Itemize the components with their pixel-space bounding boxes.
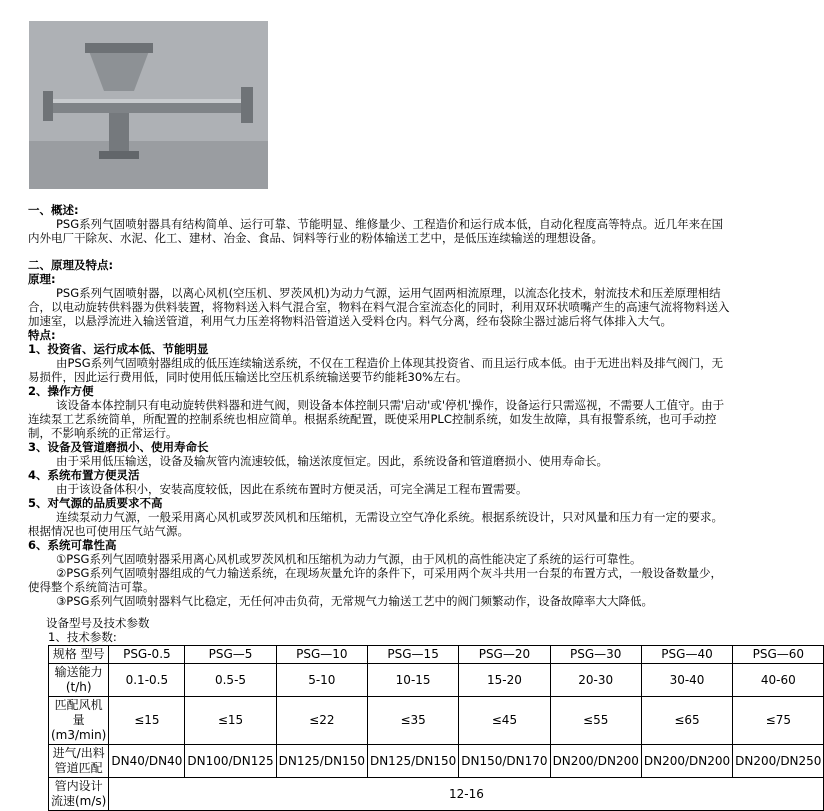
principle-heading: 二、原理及特点:: [28, 258, 114, 272]
feature-text: 由于采用低压输送，设备及输灰管内流速较低，输送浓度恒定。因此，系统设备和管道磨损小、使用寿命长。: [56, 454, 608, 468]
model-header: PSG—20: [459, 646, 550, 664]
feature-title: 6、系统可靠性高: [28, 538, 117, 552]
reliability-item: ①PSG系列气固喷射器采用离心风机或罗茨风机和压缩机为动力气源，由于风机的高性能决定了系统的运行可靠性。: [56, 552, 642, 566]
feature-text: 由于该设备体积小，安装高度较低，因此在系统布置时方便灵活，可完全满足工程布置需要。: [56, 482, 528, 496]
table-row: [49, 664, 824, 697]
reliability-item: ③PSG系列气固喷射器料气比稳定，无任何冲击负荷，无常规气力输送工艺中的阀门频繁动作，设备故障率大大降低。: [56, 594, 653, 608]
table-header-label: 规格 型号: [49, 646, 109, 664]
table-row: [49, 745, 824, 778]
ejector-image: [29, 21, 268, 189]
model-header: PSG—30: [550, 646, 641, 664]
table-cell: ≤65: [641, 697, 732, 745]
table-header-row: [49, 646, 824, 664]
table-cell: DN200/DN250: [733, 745, 824, 778]
table-cell: 0.5-5: [185, 664, 276, 697]
model-header: PSG—10: [276, 646, 367, 664]
model-header: PSG-0.5: [109, 646, 185, 664]
product-photo: [29, 21, 268, 189]
table-cell: DN150/DN170: [459, 745, 550, 778]
table-row: [49, 697, 824, 745]
table-cell: ≤45: [459, 697, 550, 745]
table-cell: 30-40: [641, 664, 732, 697]
feature-title: 1、投资省、运行成本低、节能明显: [28, 342, 209, 356]
model-header: PSG—5: [185, 646, 276, 664]
feature-title: 2、操作方便: [28, 384, 94, 398]
row-label: 输送能力(t/h): [49, 664, 109, 697]
table-cell: ≤55: [550, 697, 641, 745]
model-header: PSG—15: [367, 646, 458, 664]
model-header: PSG—40: [641, 646, 732, 664]
row-label: 管内设计流速(m/s): [49, 778, 109, 811]
table-cell: DN125/DN150: [276, 745, 367, 778]
model-header: PSG—60: [733, 646, 824, 664]
spec-table: [48, 645, 824, 811]
principle-text: PSG系列气固喷射器，以离心风机(空压机、罗茨风机)为动力气源，运用气固两相流原理，以流态化技术，射流技术和压差原理相结合，以电动旋转供料器为供料装置，将物料送入料气混合室，物料在料气混合室流态化的同时，利用双环状喷嘴产生的高速气流将物料送入加速室，以悬浮流进入输送管道，利用气力压差将物料沿管道送入受料仓内。料气分离，经布袋除尘器过滤后将气体排入大气。: [28, 286, 730, 328]
specs-subtitle: 1、技术参数:: [48, 630, 117, 644]
specs-title: 设备型号及技术参数: [46, 616, 150, 630]
table-cell: DN40/DN40: [109, 745, 185, 778]
table-cell: 40-60: [733, 664, 824, 697]
feature-text: 该设备本体控制只有电动旋转供料器和进气阀，则设备本体控制只需'启动'或'停机'操作，设备运行只需巡视，不需要人工值守。由于连续泵工艺系统简单，所配置的控制系统也相应简单。根据系统配置，既使采用PLC控制系统，如发生故障，具有报警系统，也可手动控制，不影响系统的正常运行。: [28, 398, 725, 440]
table-cell: ≤22: [276, 697, 367, 745]
feature-text: 连续泵动力气源，一般采用离心风机或罗茨风机和压缩机，无需设立空气净化系统。根据系统设计，只对风量和压力有一定的要求。根据情况也可使用压气站气源。: [28, 510, 723, 538]
table-cell: 0.1-0.5: [109, 664, 185, 697]
table-cell: 10-15: [367, 664, 458, 697]
feature-text: 由PSG系列气固喷射器组成的低压连续输送系统，不仅在工程造价上体现其投资省、而且运行成本低。由于无进出料及排气阀门，无易损件，因此运行费用低，同时使用低压输送比空压机系统输送要节约能耗30%左右。: [28, 356, 724, 384]
feature-title: 3、设备及管道磨损小、使用寿命长: [28, 440, 209, 454]
table-cell: ≤75: [733, 697, 824, 745]
article-body: [28, 203, 822, 811]
table-cell: ≤15: [109, 697, 185, 745]
features-label: 特点:: [28, 328, 56, 342]
table-cell: DN125/DN150: [367, 745, 458, 778]
table-cell: ≤15: [185, 697, 276, 745]
feature-title: 4、系统布置方便灵活: [28, 468, 140, 482]
table-cell: DN200/DN200: [641, 745, 732, 778]
table-cell: 5-10: [276, 664, 367, 697]
row-label: 进气/出料管道匹配: [49, 745, 109, 778]
table-cell: 12-16: [109, 778, 824, 811]
table-cell: 20-30: [550, 664, 641, 697]
overview-heading: 一、概述:: [28, 203, 79, 217]
principle-label: 原理:: [28, 272, 56, 286]
feature-title: 5、对气源的品质要求不高: [28, 496, 163, 510]
table-cell: ≤35: [367, 697, 458, 745]
table-cell: DN200/DN200: [550, 745, 641, 778]
table-cell: DN100/DN125: [185, 745, 276, 778]
table-row: [49, 778, 824, 811]
reliability-item: ②PSG系列气固喷射器组成的气力输送系统，在现场灰量允许的条件下，可采用两个灰斗共用一台泵的布置方式，一般设备数量少，使得整个系统简洁可靠。: [28, 566, 722, 594]
overview-text: PSG系列气固喷射器具有结构简单、运行可靠、节能明显、维修量少、工程造价和运行成本低，自动化程度高等特点。近几年来在国内外电厂干除灰、水泥、化工、建材、冶金、食品、饲料等行业的粉体输送工艺中，是低压连续输送的理想设备。: [28, 217, 724, 245]
table-cell: 15-20: [459, 664, 550, 697]
row-label: 匹配风机量(m3/min): [49, 697, 109, 745]
